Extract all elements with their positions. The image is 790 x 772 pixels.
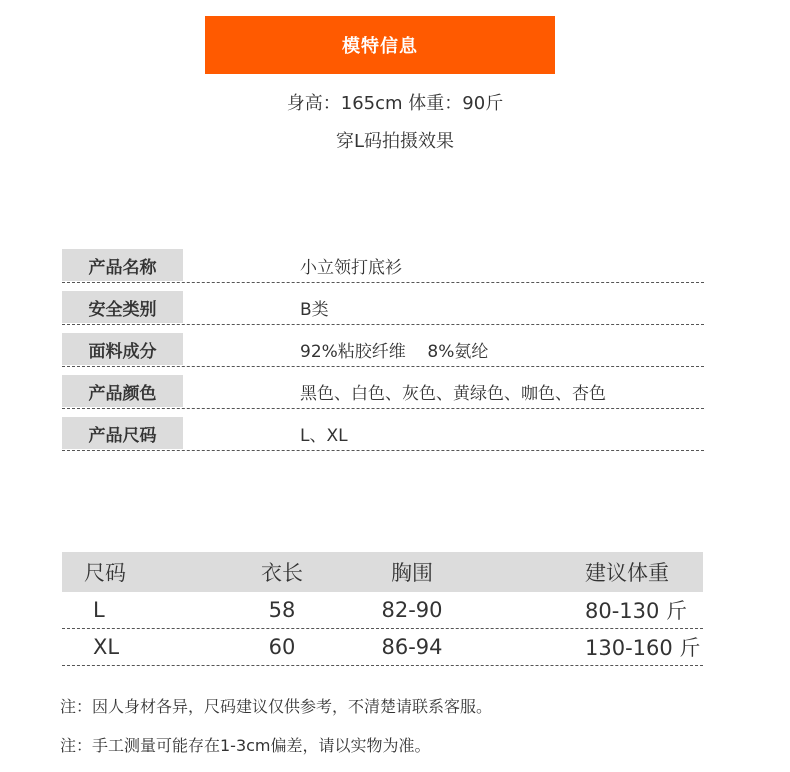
- cell-weight: 80-130 斤: [585, 599, 688, 623]
- model-fit-note: 穿L码拍摄效果: [335, 131, 455, 152]
- header-weight: 建议体重: [585, 561, 669, 585]
- cell-size: L: [93, 598, 105, 622]
- spec-label: 产品名称: [62, 249, 183, 281]
- model-stats: 身高：165cm 体重：90斤: [286, 93, 504, 114]
- table-row: [62, 629, 703, 666]
- size-chart-table: [62, 552, 703, 666]
- model-info-banner: 模特信息: [205, 16, 555, 74]
- cell-size: XL: [93, 635, 120, 659]
- cell-weight: 130-160 斤: [585, 636, 701, 660]
- spec-label: 安全类别: [62, 291, 183, 323]
- spec-row-colors: [62, 375, 704, 409]
- spec-label: 产品尺码: [62, 417, 183, 449]
- cell-length: 60: [268, 635, 296, 659]
- spec-row-name: [62, 249, 704, 283]
- cell-chest: 86-94: [381, 635, 443, 659]
- cell-length: 58: [268, 598, 296, 622]
- header-chest: 胸围: [391, 561, 433, 585]
- table-row: [62, 592, 703, 629]
- header-size: 尺码: [84, 561, 126, 585]
- size-table-header: [62, 552, 703, 592]
- spec-value: 小立领打底衫: [300, 257, 402, 278]
- sizing-disclaimer: 注：因人身材各异，尺码建议仅供参考，不清楚请联系客服。: [60, 697, 493, 716]
- cell-chest: 82-90: [381, 598, 443, 622]
- header-length: 衣长: [261, 561, 303, 585]
- spec-label: 面料成分: [62, 333, 183, 365]
- spec-label: 产品颜色: [62, 375, 183, 407]
- spec-value: B类: [300, 299, 329, 320]
- spec-row-fabric: [62, 333, 704, 367]
- spec-row-sizes: [62, 417, 704, 451]
- spec-value: 黑色、白色、灰色、黄绿色、咖色、杏色: [300, 383, 606, 404]
- spec-row-safety: [62, 291, 704, 325]
- measurement-disclaimer: 注：手工测量可能存在1-3cm偏差，请以实物为准。: [60, 736, 431, 755]
- spec-value: 92%粘胶纤维 8%氨纶: [300, 341, 489, 362]
- spec-value: L、XL: [300, 425, 348, 446]
- product-spec-table: [62, 249, 704, 459]
